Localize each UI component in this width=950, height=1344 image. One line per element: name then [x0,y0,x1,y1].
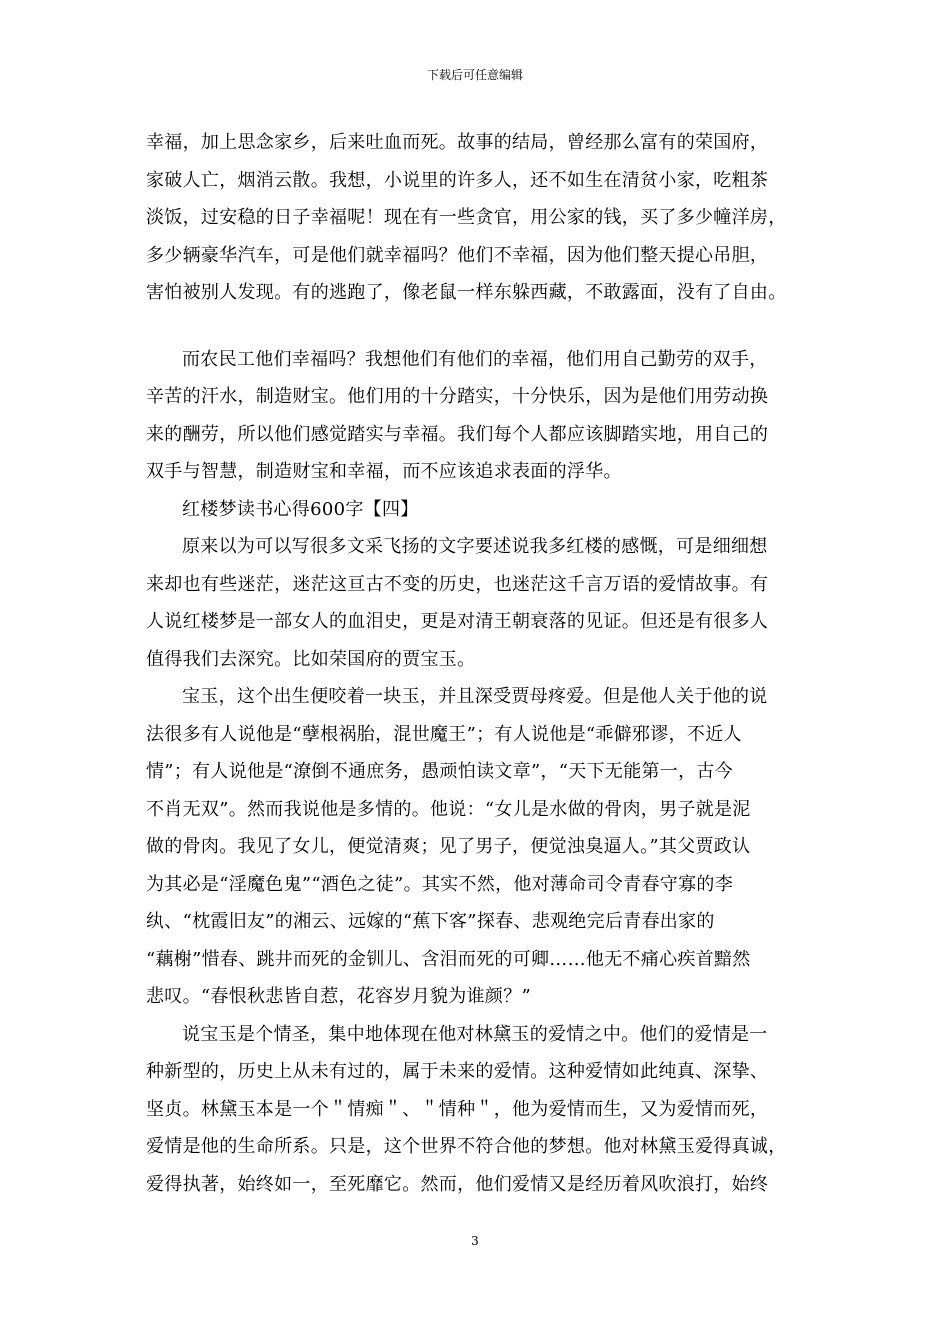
document-body [146,124,810,1203]
paragraph-line: 双手与智慧，制造财宝和幸福，而不应该追求表面的浮华。 [146,461,622,482]
paragraph-line: 多少辆豪华汽车，可是他们就幸福吗？他们不幸福，因为他们整天提心吊胆， [146,244,769,266]
paragraph-line: 法很多有人说他是“孽根祸胎，混世魔王”；有人说他是“乖僻邪谬，不近人 [146,723,742,745]
page-number: 3 [471,1234,479,1248]
paragraph-3 [146,528,810,678]
paragraph-line: 而农民工他们幸福吗？我想他们有他们的幸福，他们用自己勤劳的双手， [182,348,768,370]
paragraph-line: 悲叹。“春恨秋悲皆自惹，花容岁月貌为谁颜？” [146,986,532,1007]
paragraph-line: 说宝玉是个情圣，集中地体现在他对林黛玉的爱情之中。他们的爱情是一 [182,1023,768,1045]
paragraph-line: 人说红楼梦是一部女人的血泪史，更是对清王朝衰落的见证。但还是有很多人 [146,611,769,632]
paragraph-line: 幸福，加上思念家乡，后来吐血而死。故事的结局，曾经那么富有的荣国府， [146,132,769,153]
paragraph-line: 来却也有些迷茫，迷茫这亘古不变的历史，也迷茫这千言万语的爱情故事。有 [146,573,769,595]
paragraph-line: 为其必是“淫魔色鬼”“酒色之徒”。其实不然，他对薄命司令青春守寡的李 [146,873,734,895]
paragraph-line: 值得我们去深究。比如荣国府的贾宝玉。 [146,648,476,670]
paragraph-2 [146,341,810,491]
paragraph-line: 淡饭，过安稳的日子幸福呢！现在有一些贪官，用公家的钱，买了多少幢洋房， [146,207,787,228]
paragraph-line: 原来以为可以写很多文采飞扬的文字要述说我多红楼的感慨，可是细细想 [182,536,768,557]
paragraph-line: 辛苦的汗水，制造财宝。他们用的十分踏实，十分快乐，因为是他们用劳动换 [146,386,769,407]
paragraph-line: 爱情是他的生命所系。只是，这个世界不符合他的梦想。他对林黛玉爱得真诚， [146,1136,787,1157]
paragraph-gap [146,312,810,341]
paragraph-line: 种新型的，历史上从未有过的，属于未来的爱情。这种爱情如此纯真、深挚、 [146,1061,769,1082]
paragraph-1 [146,124,810,312]
paragraph-line: 不肖无双”。然而我说他是多情的。他说：“女儿是水做的骨肉，男子就是泥 [146,798,751,820]
paragraph-4 [146,678,810,1016]
section-heading: 红楼梦读书心得600字【四】 [182,498,419,520]
paragraph-line: 情”；有人说他是“潦倒不通庶务，愚顽怕读文章”，“天下无能第一，古今 [146,761,734,782]
paragraph-line: 宝玉，这个出生便咬着一块玉，并且深受贾母疼爱。但是他人关于他的说 [182,686,768,707]
paragraph-line: 来的酬劳，所以他们感觉踏实与幸福。我们每个人都应该脚踏实地，用自己的 [146,423,769,445]
paragraph-line: 爱得执著，始终如一，至死靡它。然而，他们爱情又是经历着风吹浪打，始终 [146,1173,769,1195]
paragraph-line: 害怕被别人发现。有的逃跑了，像老鼠一样东躲西藏，不敢露面，没有了自由。 [146,282,787,303]
paragraph-line: 家破人亡，烟消云散。我想，小说里的许多人，还不如生在清贫小家，吃粗茶 [146,169,769,191]
paragraph-line: 纨、“枕霞旧友”的湘云、远嫁的“蕉下客”探春、悲观绝完后青春出家的 [146,911,715,932]
paragraph-5 [146,1016,810,1204]
paragraph-line: “藕榭”惜春、跳井而死的金钏儿、含泪而死的可卿……他无不痛心疾首黯然 [146,948,751,970]
paragraph-line: 做的骨肉。我见了女儿，便觉清爽；见了男子，便觉浊臭逼人。”其父贾政认 [146,836,751,857]
page-header: 下载后可任意编辑 [426,68,523,82]
paragraph-line: 坚贞。林黛玉本是一个＂情痴＂、＂情种＂，他为爱情而生，又为爱情而死， [146,1098,769,1120]
